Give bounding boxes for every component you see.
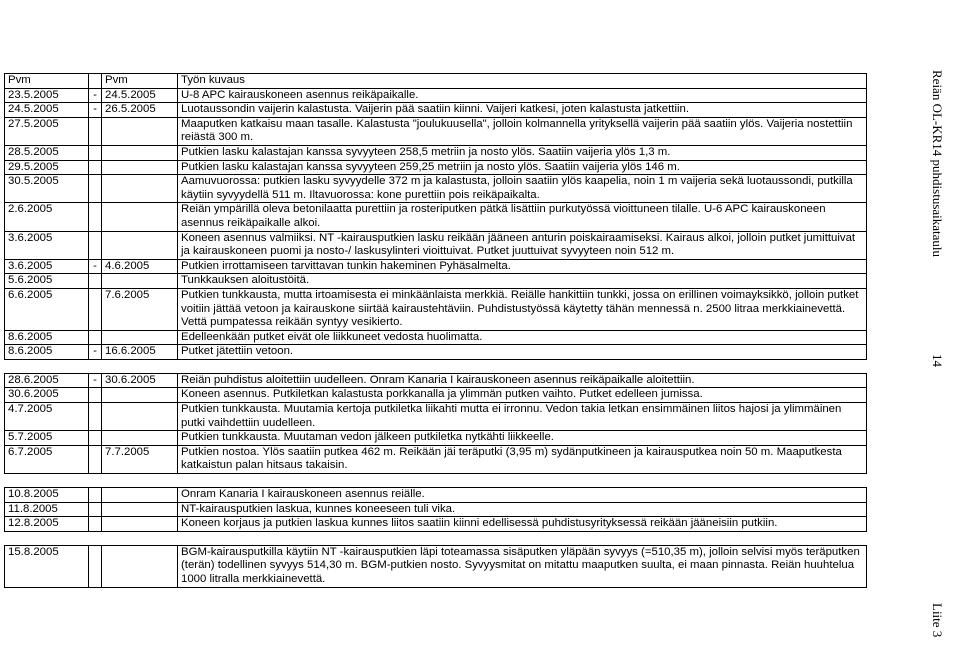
side-title: Reiän OL-KR14 puhdistusaikataulu <box>930 70 945 258</box>
page-number: 14 <box>930 354 945 367</box>
date-dash-cell <box>89 488 102 503</box>
spacer-cell <box>89 359 102 373</box>
start-date-cell: 3.6.2005 <box>5 231 89 259</box>
work-description-cell: Reiän ympärillä oleva betonilaatta purettiin ja rosteriputken pätkä lisättiin purkutyössä vioittuneen tilalle. U-6 APC kairauskoneen asennus reikäpaikalle alkoi. <box>178 203 867 231</box>
table-row <box>5 274 867 289</box>
work-description-cell: Putkien tunkkausta, mutta irtoamisesta ei minkäänlaista merkkiä. Reiälle hankittiin tunkki, jossa on erillinen voimayksikkö, jolloin putket voitiin jättää vetoon ja kairauskone siirtää kairaustehtäviin. Puhdistustyössä käytetty tähän mennessä n. 2500 litraa merkkiainevettä. Vettä pumpatessa reikään syntyy vesikierto. <box>178 288 867 330</box>
spacer-cell <box>102 474 178 488</box>
date-dash-cell: - <box>89 103 102 118</box>
date-dash-cell <box>89 545 102 587</box>
table-row <box>5 160 867 175</box>
end-date-cell <box>102 175 178 203</box>
work-description-cell: Putkien lasku kalastajan kanssa syvyyteen 259,25 metriin ja nosto ylös. Saatiin vaijeria ylös 146 m. <box>178 160 867 175</box>
date-dash-cell <box>89 145 102 160</box>
work-description-cell: Maaputken katkaisu maan tasalle. Kalastusta "joulukuusella", jolloin kolmannella yrityksellä vaijerin pää saatiin ylös. Vaijeria nostettiin reiästä 300 m. <box>178 117 867 145</box>
date-dash-cell <box>89 403 102 431</box>
date-dash-cell: - <box>89 88 102 103</box>
table-row <box>5 445 867 473</box>
spacer-cell <box>89 474 102 488</box>
date-dash-cell <box>89 431 102 446</box>
start-date-cell: 4.7.2005 <box>5 403 89 431</box>
start-date-cell: 15.8.2005 <box>5 545 89 587</box>
work-description-cell: Putket jätettiin vetoon. <box>178 345 867 360</box>
start-date-cell: 8.6.2005 <box>5 330 89 345</box>
date-dash-cell: - <box>89 259 102 274</box>
table-row <box>5 203 867 231</box>
end-date-cell <box>102 431 178 446</box>
spacer-cell <box>178 359 867 373</box>
date-dash-cell <box>89 388 102 403</box>
date-dash-cell <box>89 445 102 473</box>
table-row <box>5 431 867 446</box>
date-dash-cell <box>89 175 102 203</box>
work-description-cell: Putkien tunkkausta. Muutaman vedon jälkeen putkiletka nytkähti liikkeelle. <box>178 431 867 446</box>
work-description-cell: U-8 APC kairauskoneen asennus reikäpaikalle. <box>178 88 867 103</box>
work-description-cell: Putkien tunkkausta. Muutamia kertoja putkiletka liikahti mutta ei irronnu. Vedon takia letkan ensimmäinen liitos hajosi ja ylimmäinen putki vaihdettiin uudelleen. <box>178 403 867 431</box>
block-spacer-row <box>5 359 867 373</box>
table-row <box>5 231 867 259</box>
cleaning-log-table <box>4 73 867 588</box>
start-date-cell: 27.5.2005 <box>5 117 89 145</box>
start-date-cell: 29.5.2005 <box>5 160 89 175</box>
block-spacer-row <box>5 531 867 545</box>
date-dash-cell <box>89 274 102 289</box>
start-date-cell: 11.8.2005 <box>5 502 89 517</box>
work-description-cell: Putkien nostoa. Ylös saatiin putkea 462 m. Reikään jäi teräputki (3,95 m) sydänputkineen ja kairausputkea noin 50 m. Maaputkesta katkaistun palan hitsaus takaisin. <box>178 445 867 473</box>
spacer-cell <box>89 531 102 545</box>
header-start-date: Pvm <box>5 74 89 89</box>
table-row <box>5 488 867 503</box>
date-dash-cell <box>89 203 102 231</box>
header-end-date: Pvm <box>102 74 178 89</box>
end-date-cell <box>102 403 178 431</box>
end-date-cell <box>102 274 178 289</box>
work-description-cell: Edelleenkään putket eivät ole liikkuneet vedosta huolimatta. <box>178 330 867 345</box>
end-date-cell <box>102 502 178 517</box>
end-date-cell <box>102 145 178 160</box>
end-date-cell <box>102 203 178 231</box>
table-row <box>5 373 867 388</box>
log-table-body <box>5 74 867 588</box>
table-row <box>5 388 867 403</box>
table-row <box>5 145 867 160</box>
table-row <box>5 117 867 145</box>
table-row <box>5 88 867 103</box>
start-date-cell: 24.5.2005 <box>5 103 89 118</box>
work-description-cell: Putkien lasku kalastajan kanssa syvyyteen 258,5 metriin ja nosto ylös. Saatiin vaijeria ylös 1,3 m. <box>178 145 867 160</box>
work-description-cell: Reiän puhdistus aloitettiin uudelleen. Onram Kanaria I kairauskoneen asennus reikäpaikalle aloitettiin. <box>178 373 867 388</box>
start-date-cell: 30.6.2005 <box>5 388 89 403</box>
work-description-cell: Koneen korjaus ja putkien laskua kunnes liitos saatiin kiinni edellisessä puhdistusyrityksessä reikään jääneisiin putkiin. <box>178 517 867 532</box>
spacer-cell <box>102 359 178 373</box>
date-dash-cell <box>89 117 102 145</box>
spacer-cell <box>102 531 178 545</box>
end-date-cell: 7.6.2005 <box>102 288 178 330</box>
work-description-cell: BGM-kairausputkilla käytiin NT -kairausputkien läpi toteamassa sisäputken yläpään syvyys (=510,35 m), jolloin selvisi myös teräputken (terän) todellinen syvyys 514,30 m. BGM-putkien nosto. Syvyysmitat on mitattu maaputken suulta, ei maan pinnasta. Reiän huuhtelua 1000 litralla merkkiainevettä. <box>178 545 867 587</box>
header-description: Työn kuvaus <box>178 74 867 89</box>
end-date-cell <box>102 160 178 175</box>
table-row <box>5 259 867 274</box>
spacer-cell <box>178 531 867 545</box>
start-date-cell: 5.6.2005 <box>5 274 89 289</box>
start-date-cell: 23.5.2005 <box>5 88 89 103</box>
work-description-cell: Aamuvuorossa: putkien lasku syvyydelle 372 m ja kalastusta, jolloin saatiin ylös kaapelia, noin 1 m vaijeria sekä luotaussondi, putkilla käytiin syvyydellä 511 m. Iltavuorossa: kone purettiin pois reikäpaikalta. <box>178 175 867 203</box>
spacer-cell <box>5 474 89 488</box>
start-date-cell: 6.7.2005 <box>5 445 89 473</box>
end-date-cell <box>102 488 178 503</box>
start-date-cell: 3.6.2005 <box>5 259 89 274</box>
date-dash-cell <box>89 288 102 330</box>
start-date-cell: 8.6.2005 <box>5 345 89 360</box>
start-date-cell: 28.5.2005 <box>5 145 89 160</box>
start-date-cell: 6.6.2005 <box>5 288 89 330</box>
log-table-container <box>4 73 866 639</box>
appendix-label: Liite 3 <box>930 603 945 638</box>
table-row <box>5 403 867 431</box>
table-row <box>5 330 867 345</box>
date-dash-cell: - <box>89 373 102 388</box>
work-description-cell: NT-kairausputkien laskua, kunnes koneeseen tuli vika. <box>178 502 867 517</box>
spacer-cell <box>5 531 89 545</box>
date-dash-cell <box>89 231 102 259</box>
table-row <box>5 345 867 360</box>
end-date-cell: 30.6.2005 <box>102 373 178 388</box>
table-row <box>5 502 867 517</box>
header-dash-column <box>89 74 102 89</box>
block-spacer-row <box>5 474 867 488</box>
start-date-cell: 30.5.2005 <box>5 175 89 203</box>
end-date-cell <box>102 117 178 145</box>
start-date-cell: 28.6.2005 <box>5 373 89 388</box>
start-date-cell: 5.7.2005 <box>5 431 89 446</box>
table-header-row <box>5 74 867 89</box>
table-row <box>5 175 867 203</box>
end-date-cell: 4.6.2005 <box>102 259 178 274</box>
work-description-cell: Tunkkauksen aloitustöitä. <box>178 274 867 289</box>
spacer-cell <box>178 474 867 488</box>
date-dash-cell <box>89 517 102 532</box>
end-date-cell <box>102 231 178 259</box>
end-date-cell: 26.5.2005 <box>102 103 178 118</box>
start-date-cell: 2.6.2005 <box>5 203 89 231</box>
end-date-cell: 24.5.2005 <box>102 88 178 103</box>
table-row <box>5 545 867 587</box>
start-date-cell: 10.8.2005 <box>5 488 89 503</box>
start-date-cell: 12.8.2005 <box>5 517 89 532</box>
table-row <box>5 517 867 532</box>
end-date-cell: 16.6.2005 <box>102 345 178 360</box>
work-description-cell: Luotaussondin vaijerin kalastusta. Vaijerin pää saatiin kiinni. Vaijeri katkesi, joten kalastusta jatkettiin. <box>178 103 867 118</box>
date-dash-cell <box>89 330 102 345</box>
date-dash-cell <box>89 160 102 175</box>
spacer-cell <box>5 359 89 373</box>
work-description-cell: Putkien irrottamiseen tarvittavan tunkin hakeminen Pyhäsalmelta. <box>178 259 867 274</box>
end-date-cell <box>102 388 178 403</box>
work-description-cell: Koneen asennus. Putkiletkan kalastusta porkkanalla ja ylimmän putken vaihto. Putket edelleen jumissa. <box>178 388 867 403</box>
date-dash-cell <box>89 502 102 517</box>
end-date-cell <box>102 517 178 532</box>
end-date-cell <box>102 545 178 587</box>
work-description-cell: Onram Kanaria I kairauskoneen asennus reiälle. <box>178 488 867 503</box>
end-date-cell: 7.7.2005 <box>102 445 178 473</box>
table-row <box>5 288 867 330</box>
work-description-cell: Koneen asennus valmiiksi. NT -kairausputkien lasku reikään jääneen anturin poiskairaamiseksi. Kairaus alkoi, jolloin putket jumittuivat ja kairauskoneen puomi ja nosto-/ laskusylinteri vioittuivat. Putket juuttuivat syvyyteen noin 512 m. <box>178 231 867 259</box>
date-dash-cell: - <box>89 345 102 360</box>
end-date-cell <box>102 330 178 345</box>
table-row <box>5 103 867 118</box>
